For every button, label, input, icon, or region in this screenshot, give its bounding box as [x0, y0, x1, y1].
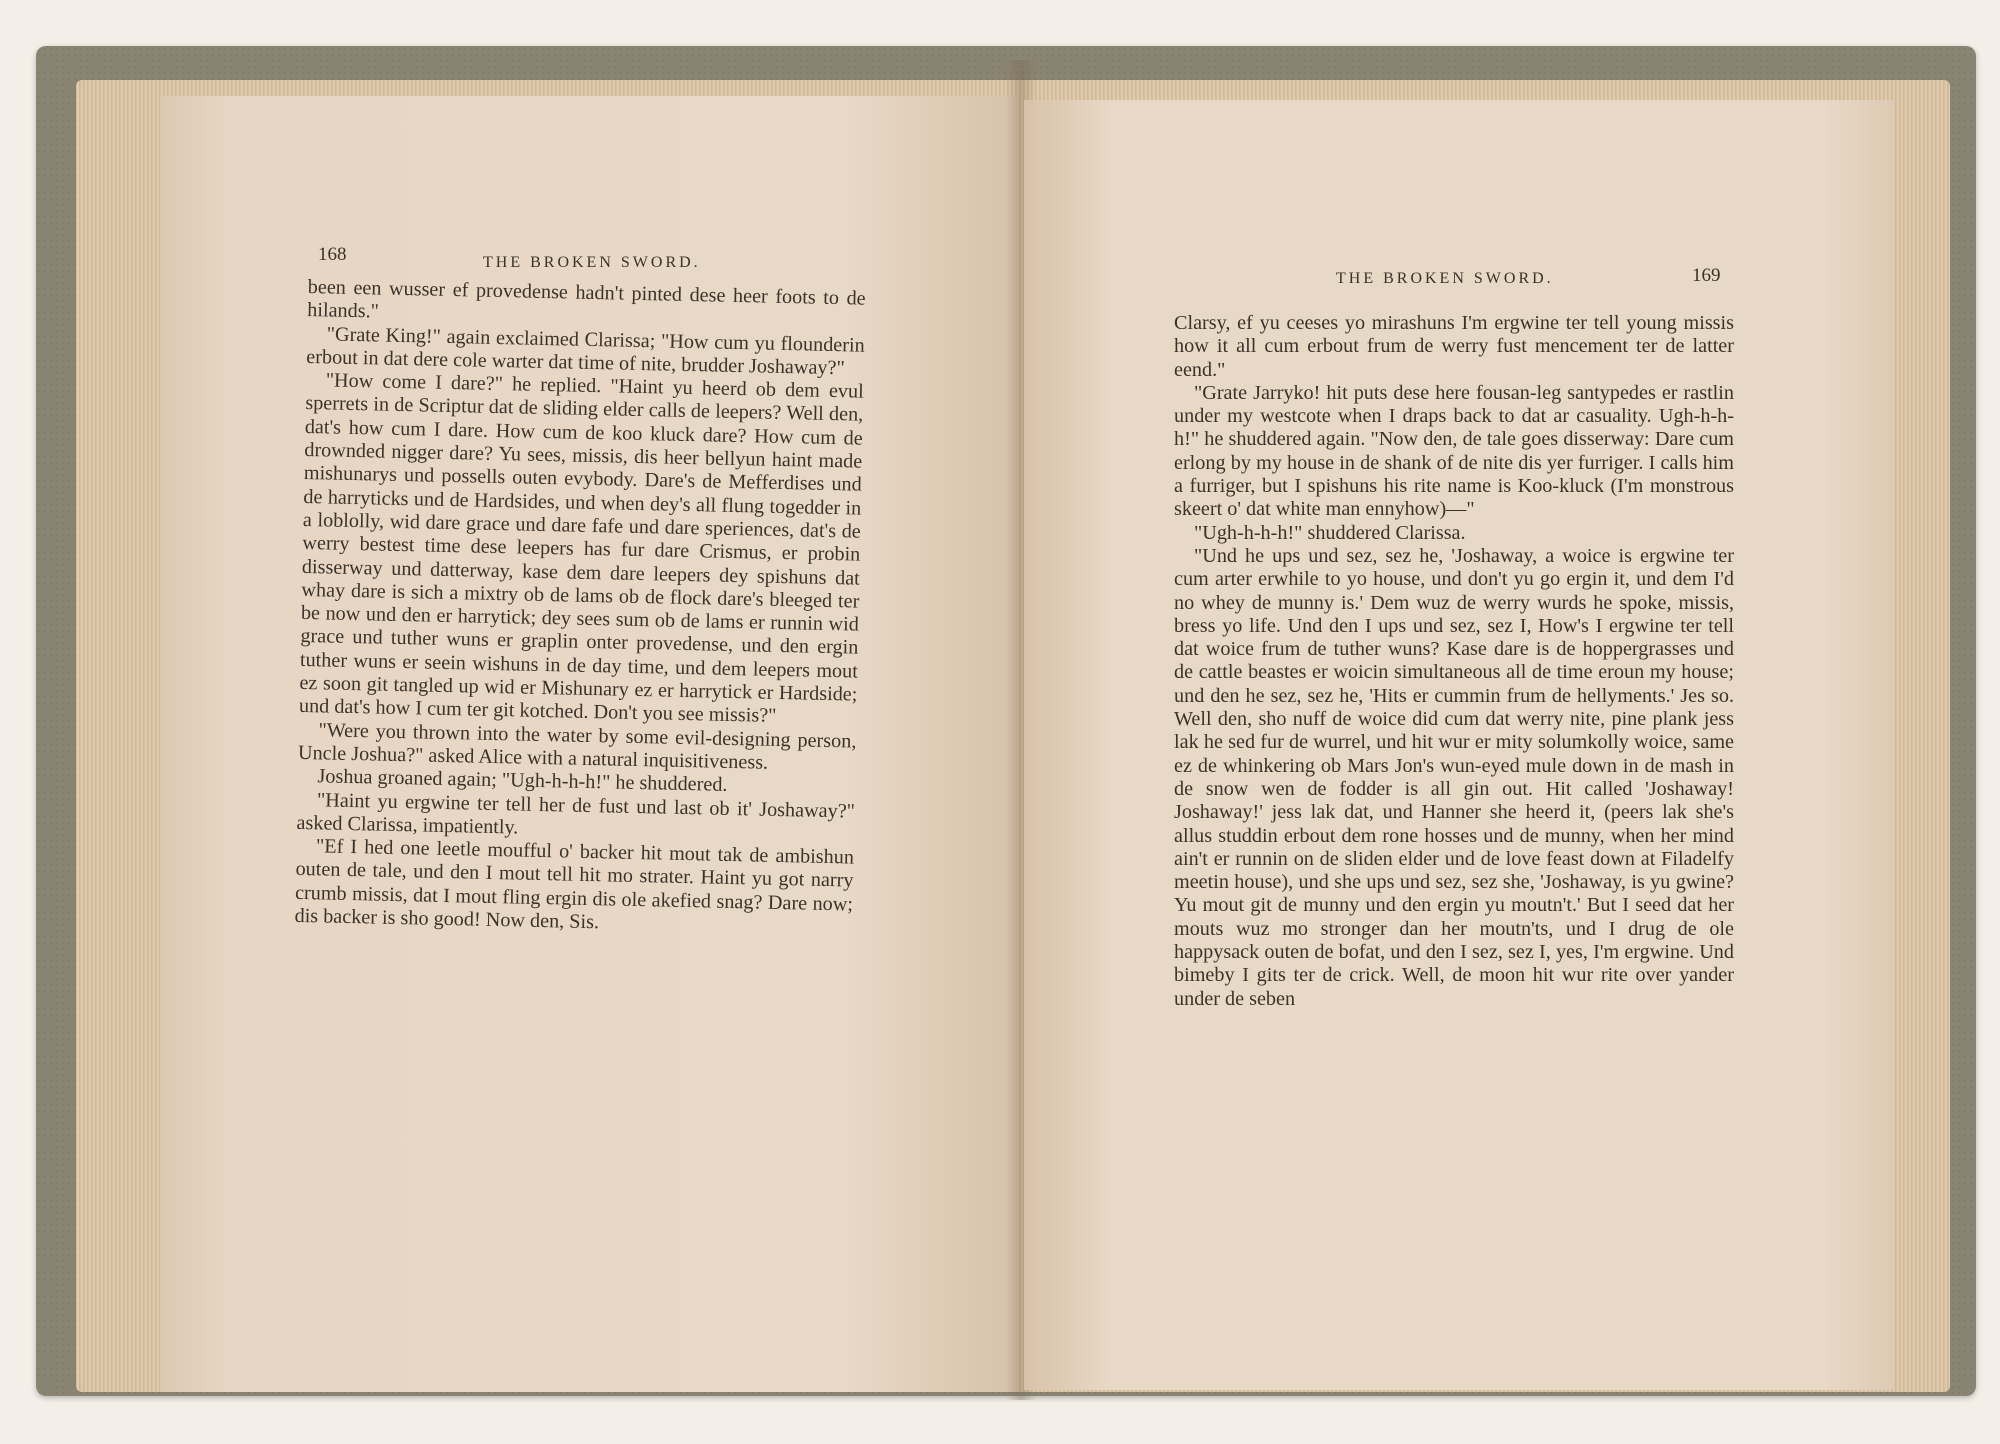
- paragraph: "Ef I hed one leetle moufful o' backer hit mout tak de ambishun outen de tale, und den I mout tell hit mo strater. Haint yu got narry crumb missis, dat I mout fling ergin dis ole akefied snag? Dare now; dis backer is sho good! Now den, Sis.: [294, 835, 855, 934]
- paragraph: "Ugh-h-h-h!" shuddered Clarissa.: [1194, 521, 1466, 544]
- right-page-number: 169: [1692, 265, 1721, 286]
- paragraph: "Were you thrown into the water by some evil-designing person, Uncle Joshua?" asked Alice with a natural inquisitiveness.: [297, 718, 857, 774]
- paragraph: "How come I dare?" he replied. "Haint yu heerd ob dem evul sperrets in de Scriptur dat de sliding elder calls de leepers? Well den, dat's how cum I dare. How cum de koo kluck dare? How cum de drownded nigger dare? Yu sees, missis, dis heer bellyun haint made mishunarys und possells outen evybody. Dare's de Mefferdises und de harryticks und de Hardsides, und when dey's all flung togedder in a loblolly, wid dare grace und dare fafe und dare speriences, dat's de werry bestest time dese leepers has fur dare Crismus, er probin disserway und datterway, kase dem dare leepers dey spishuns dat whay dare is sich a mixtry ob de lams ob de flock dare's bleeged ter be now und den er harrytick; dey sees sum ob de lams er runnin wid grace und tuther wuns er graplin onter provedense, und den ergin tuther wuns er seein wishuns in de day time, und dem leepers mout ez soon git tangled up wid er Mishunary ez er harrytick er Hardside; und dat's how I cum ter git kotched. Don't you see missis?": [298, 369, 864, 728]
- right-page: [1024, 100, 1894, 1390]
- paragraph: "Haint yu ergwine ter tell her de fust und last ob it' Joshaway?" asked Clarissa, impatiently.: [296, 788, 856, 839]
- right-page-text: [1174, 312, 1734, 1011]
- left-page: [160, 96, 1018, 1392]
- paragraph: been een wusser ef provedense hadn't pinted dese heer foots to de hilands.": [307, 276, 866, 323]
- paragraph: Clarsy, ef yu ceeses yo mirashuns I'm ergwine ter tell young missis how it all cum erbout frum de werry fust mencement ter de latter eend.": [1174, 312, 1734, 381]
- paragraph: "Grate Jarryko! hit puts dese here fousan-leg santypedes er rastlin under my westcote when I draps back to dat ar casuality. Ugh-h-h-h!" he shuddered again. "Now den, de tale goes disserway: Dare cum erlong by my house in de shank of de nite dis yer furriger. I calls him a furriger, but I spishuns his rite name is Koo-kluck (I'm monstrous skeert o' dat white man ennyhow)—": [1174, 381, 1734, 521]
- left-page-number: 168: [318, 244, 347, 265]
- paragraph: Joshua groaned again; "Ugh-h-h-h!" he shuddered.: [317, 765, 728, 797]
- paragraph: "Grate King!" again exclaimed Clarissa; "How cum yu flounderin erbout in dat dere cole warter dat time of nite, brudder Joshaway?": [306, 323, 865, 380]
- right-running-head: THE BROKEN SWORD.: [1336, 270, 1554, 287]
- left-page-text: [294, 276, 866, 940]
- left-running-head: THE BROKEN SWORD.: [483, 254, 701, 271]
- paragraph: "Und he ups und sez, sez he, 'Joshaway, a woice is ergwine ter cum arter erwhile to yo house, und don't yu go ergin it, und dem I'd no whey de munny is.' Dem wuz de werry wurds he spoke, missis, bress yo life. Und den I ups und sez, sez I, How's I ergwine ter tell dat woice frum de tuther wuns? Kase dare is de hoppergrasses und de cattle beastes er woicin simultaneous all de time eroun my house; und den he sez, sez he, 'Hits er cummin frum de hellyments.' Jes so. Well den, sho nuff de woice did cum dat werry nite, pine plank jess lak he sed fur de wurrel, und hit wur er mity solumkolly woice, same ez de whinkering ob Mars Jon's wun-eyed mule down in de mash in de snow wen de fodder is all gin out. Hit called 'Joshaway! Joshaway!' jess lak dat, und Hanner she heerd it, (peers lak she's allus studdin erbout dem rone hosses und de munny, when her mind ain't er runnin on de sliden elder und de love feast down at Filadelfy meetin house), und she ups und sez, sez she, 'Joshaway, is yu gwine? Yu mout git de munny und den ergin yu moutn't.' But I seed dat her mouts wuz mo stronger dan her moutn'ts, und I drug de ole happysack outen de bofat, und den I sez, sez I, yes, I'm ergwine. Und bimeby I gits ter de crick. Well, de moon hit wur rite over yander under de seben: [1174, 544, 1734, 1010]
